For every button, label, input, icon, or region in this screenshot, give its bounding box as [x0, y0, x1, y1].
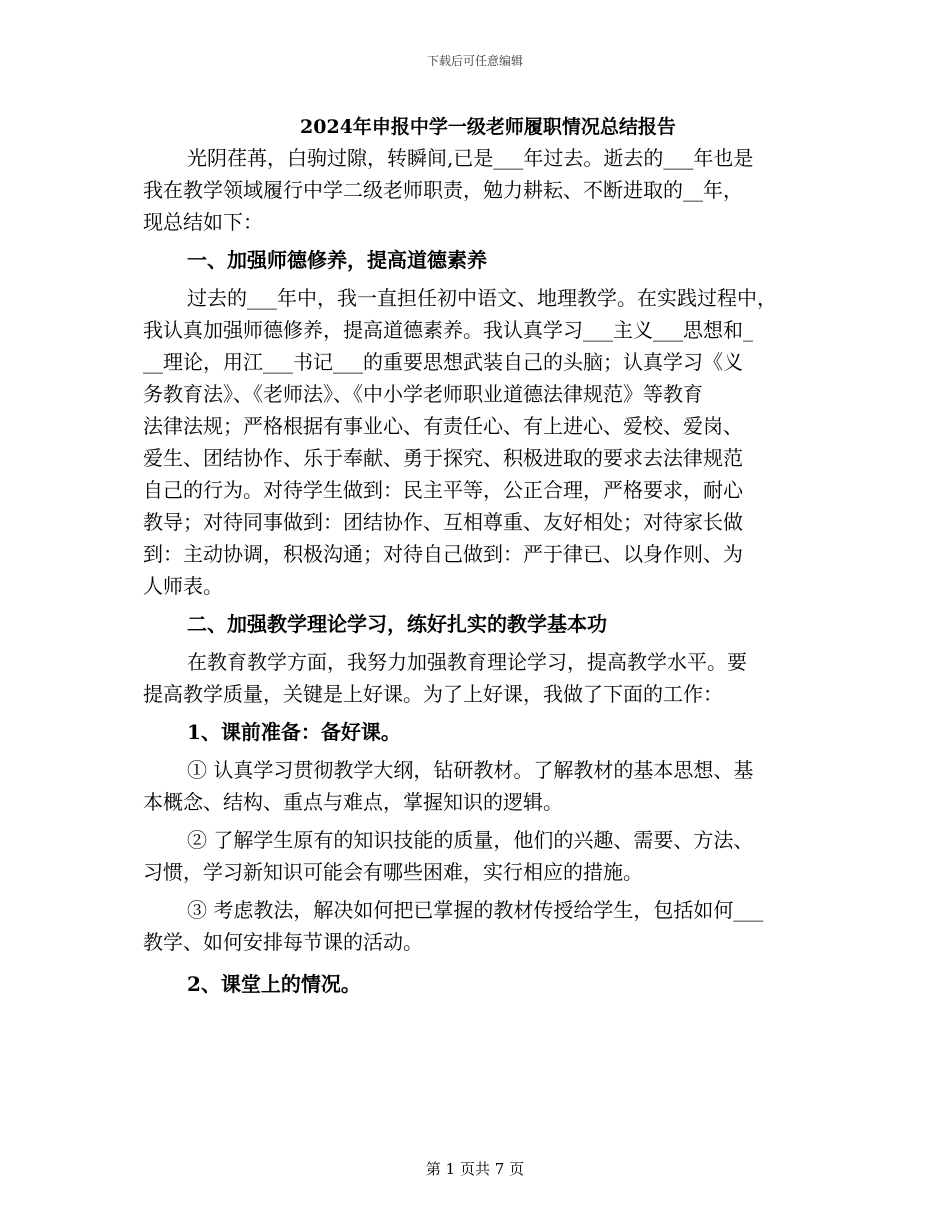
list-item-line: 教学、如何安排每节课的活动。: [143, 930, 423, 954]
intro-line: 我在教学领域履行中学二级老师职责，勉力耕耘、不断进取的__年，: [143, 178, 743, 202]
paragraph-line: 教导；对待同事做到：团结协作、互相尊重、友好相处；对待家长做: [143, 510, 743, 534]
paragraph-line: 人师表。: [143, 574, 223, 598]
document-title: 2024年申报中学一级老师履职情况总结报告: [300, 116, 676, 138]
section-heading: 二、加强教学理论学习，练好扎实的教学基本功: [187, 612, 607, 636]
paragraph-line: 到：主动协调，积极沟通；对待自己做到：严于律已、以身作则、为: [143, 542, 743, 566]
paragraph-line: 爱生、团结协作、乐于奉献、勇于探究、积极进取的要求去法律规范: [143, 446, 743, 470]
list-item-line: 本概念、结构、重点与难点，掌握知识的逻辑。: [143, 790, 563, 814]
subsection-heading: 1、课前准备：备好课。: [187, 720, 401, 744]
paragraph-line: 自己的行为。对待学生做到：民主平等，公正合理，严格要求，耐心: [143, 478, 743, 502]
intro-line: 现总结如下：: [143, 210, 263, 234]
list-item-line: 习惯，学习新知识可能会有哪些困难，实行相应的措施。: [143, 860, 643, 884]
paragraph-line: 提高教学质量，关键是上好课。为了上好课，我做了下面的工作：: [143, 682, 723, 706]
list-item-line: ③ 考虑教法，解决如何把已掌握的教材传授给学生，包括如何___: [187, 898, 764, 922]
intro-line: 光阴荏苒，白驹过隙，转瞬间,已是___年过去。逝去的___年也是: [187, 146, 754, 170]
list-item-line: ① 认真学习贯彻教学大纲，钻研教材。了解教材的基本思想、基: [187, 758, 754, 782]
list-item-line: ② 了解学生原有的知识技能的质量，他们的兴趣、需要、方法、: [187, 828, 754, 852]
page-number-footer: 第 1 页共 7 页: [425, 1160, 525, 1178]
paragraph-line: 在教育教学方面，我努力加强教育理论学习，提高教学水平。要: [187, 650, 747, 674]
paragraph-line: 务教育法》、《老师法》、《中小学老师职业道德法律规范》等教育: [143, 382, 703, 406]
header-note: 下载后可任意编辑: [426, 54, 523, 68]
document-body: [143, 112, 833, 1000]
paragraph-line: 我认真加强师德修养，提高道德素养。我认真学习___主义___思想和_: [143, 318, 753, 342]
paragraph-line: 法律法规；严格根据有事业心、有责任心、有上进心、爱校、爱岗、: [143, 414, 743, 438]
paragraph-line: 过去的___年中，我一直担任初中语文、地理教学。在实践过程中，: [187, 286, 777, 310]
paragraph-line: __理论，用江___书记___的重要思想武装自己的头脑；认真学习《义: [143, 350, 743, 374]
section-heading: 一、加强师德修养，提高道德素养: [187, 248, 487, 272]
subsection-heading: 2、课堂上的情况。: [187, 972, 361, 996]
